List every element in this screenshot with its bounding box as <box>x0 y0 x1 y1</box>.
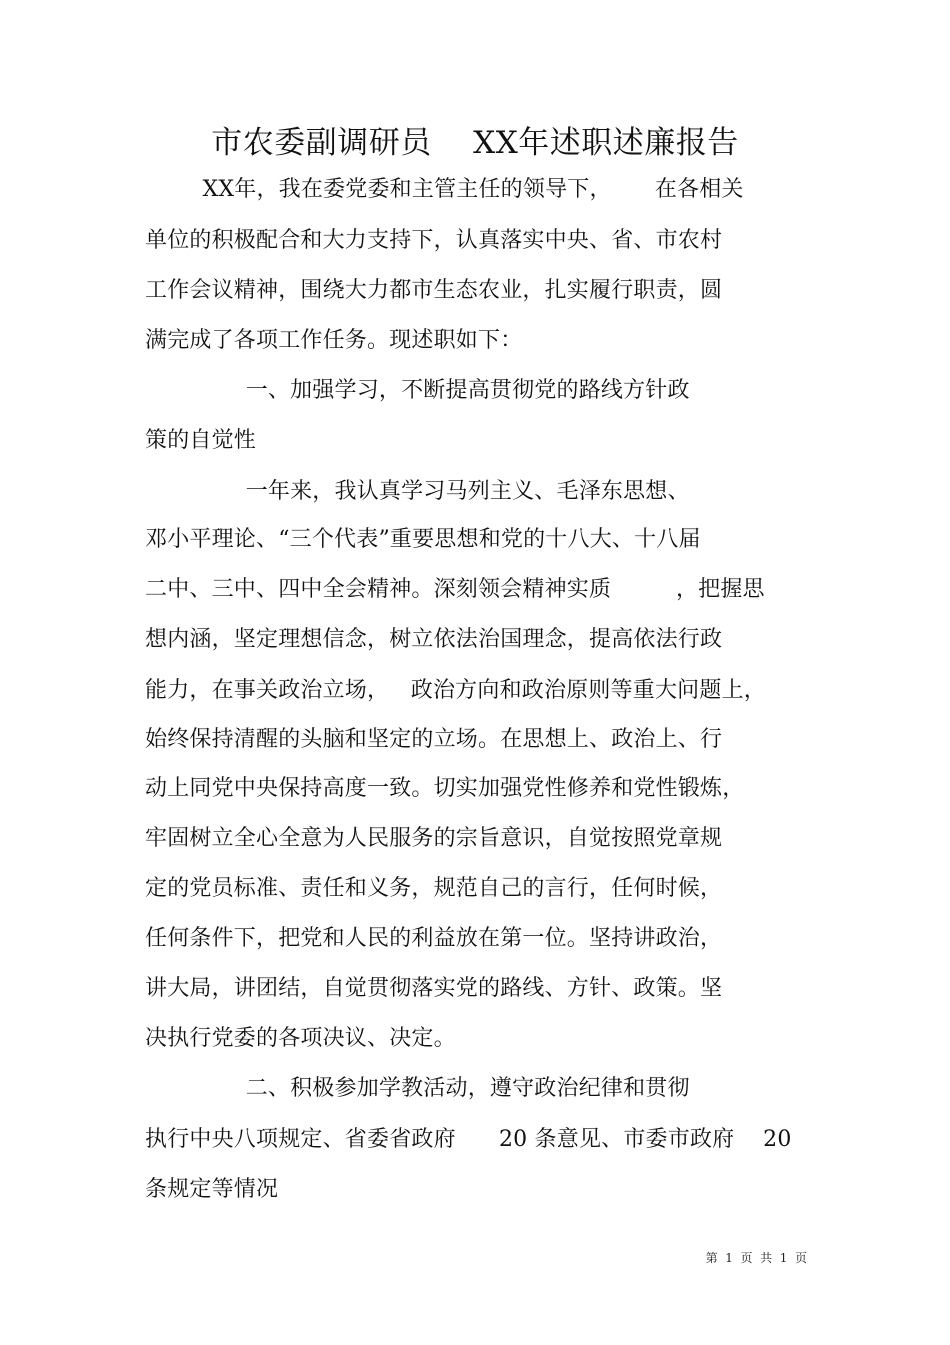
page-number: 第 1 页 共 1 页 <box>705 1251 807 1265</box>
section-heading: 条规定等情况 <box>145 1177 279 1202</box>
body-line: 一年来，我认真学习马列主义、毛泽东思想、 <box>145 479 690 504</box>
body-line: 任何条件下，把党和人民的利益放在第一位。坚持讲政治， <box>145 926 723 951</box>
body-line: 工作会议精神，围绕大力都市生态农业，扎实履行职责，圆 <box>145 278 723 303</box>
body-line: XX年，我在委党委和主管主任的领导下， 在各相关 <box>145 177 744 202</box>
body-line: 讲大局，讲团结，自觉贯彻落实党的路线、方针、政策。坚 <box>145 976 723 1001</box>
body-line: 始终保持清醒的头脑和坚定的立场。在思想上、政治上、行 <box>145 727 723 752</box>
body-line: 二中、三中、四中全会精神。深刻领会精神实质 ，把握思 <box>145 577 765 602</box>
section-heading: 二、积极参加学教活动，遵守政治纪律和贯彻 <box>145 1076 690 1101</box>
body-line: 决执行党委的各项决议、决定。 <box>145 1026 456 1051</box>
document-title: 市农委副调研员 XX年述职述廉报告 <box>211 125 739 161</box>
body-line: 单位的积极配合和大力支持下，认真落实中央、省、市农村 <box>145 228 723 253</box>
body-line: 牢固树立全心全意为人民服务的宗旨意识，自觉按照党章规 <box>145 826 723 851</box>
body-line: 满完成了各项工作任务。现述职如下： <box>145 328 523 353</box>
body-line: 动上同党中央保持高度一致。切实加强党性修养和党性锻炼， <box>145 776 745 801</box>
body-line: 能力，在事关政治立场， 政治方向和政治原则等重大问题上， <box>145 678 766 703</box>
body-line: 想内涵，坚定理想信念，树立依法治国理念，提高依法行政 <box>145 627 723 652</box>
section-heading: 策的自觉性 <box>145 428 257 453</box>
body-line: 定的党员标准、责任和义务，规范自己的言行，任何时候， <box>145 876 723 901</box>
section-heading: 执行中央八项规定、省委省政府 20 条意见、市委市政府 20 <box>145 1127 792 1152</box>
body-line: 邓小平理论、“三个代表”重要思想和党的十八大、十八届 <box>145 527 701 552</box>
section-heading: 一、加强学习，不断提高贯彻党的路线方针政 <box>145 378 690 403</box>
